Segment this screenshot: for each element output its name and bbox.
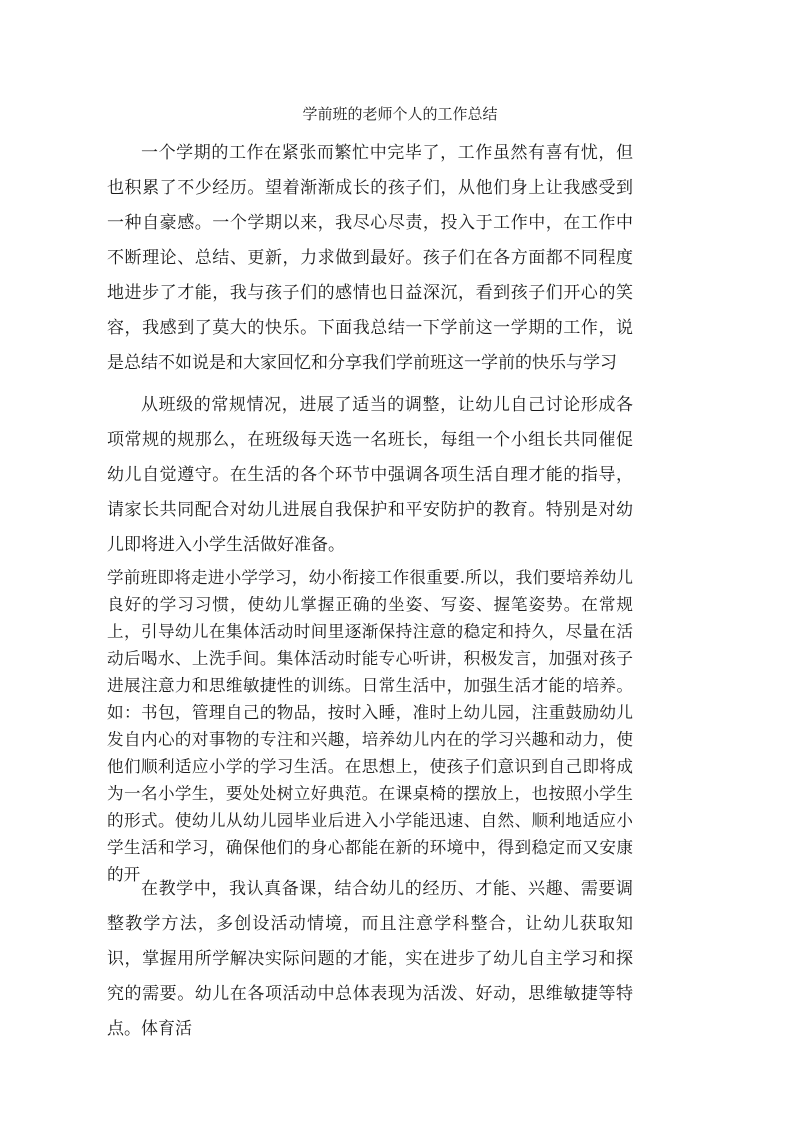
paragraph-class-routine: 从班级的常规情况，进展了适当的调整，让幼儿自己讨论形成各项常规的规那么，在班级每天选一名班长，每组一个小组长共同催促幼儿自觉遵守。在生活的各个环节中强调各项生活自理才能的指导，请家长共同配合对幼儿进展自我保护和平安防护的教育。特别是对幼儿即将进入小学生活做好准备。 bbox=[107, 395, 633, 555]
paragraph-intro: 一个学期的工作在紧张而繁忙中完毕了，工作虽然有喜有忧，但也积累了不少经历。望着渐渐成长的孩子们，从他们身上让我感受到一种自豪感。一个学期以来，我尽心尽责，投入于工作中，在工作中不断理论、总结、更新，力求做到最好。孩子们在各方面都不同程度地进步了才能，我与孩子们的感情也日益深沉，看到孩子们开心的笑容，我感到了莫大的快乐。下面我总结一下学前这一学期的工作，说是总结不如说是和大家回忆和分享我们学前班这一学前的快乐与学习 bbox=[107, 143, 633, 373]
paragraph-school-transition: 学前班即将走进小学学习，幼小衔接工作很重要.所以，我们要培养幼儿良好的学习习惯，使幼儿掌握正确的坐姿、写姿、握笔姿势。在常规上，引导幼儿在集体活动时间里逐渐保持注意的稳定和持久，尽量在活动后喝水、上洗手间。集体活动时能专心听讲，积极发言，加强对孩子进展注意力和思维敏捷性的训练。日常生活中，加强生活才能的培养。如：书包，管理自己的物品，按时入睡，准时上幼儿园，注重鼓励幼儿发自内心的对事物的专注和兴趣，培养幼儿内在的学习兴趣和动力，使他们顺利适应小学的学习生活。在思想上，使孩子们意识到自己即将成为一名小学生，要处处树立好典范。在课桌椅的摆放上，也按照小学生的形式。使幼儿从幼儿园毕业后进入小学能迅速、自然、顺利地适应小学生活和学习，确保他们的身心都能在新的环境中，得到稳定而又安康的开 bbox=[107, 568, 633, 884]
paragraph-teaching: 在教学中，我认真备课，结合幼儿的经历、才能、兴趣、需要调整教学方法，多创设活动情境，而且注意学科整合，让幼儿获取知识，掌握用所学解决实际问题的才能，实在进步了幼儿自主学习和探究的需要。幼儿在各项活动中总体表现为活泼、好动，思维敏捷等特点。体育活 bbox=[107, 879, 633, 1039]
document-title: 学前班的老师个人的工作总结 bbox=[302, 105, 498, 123]
